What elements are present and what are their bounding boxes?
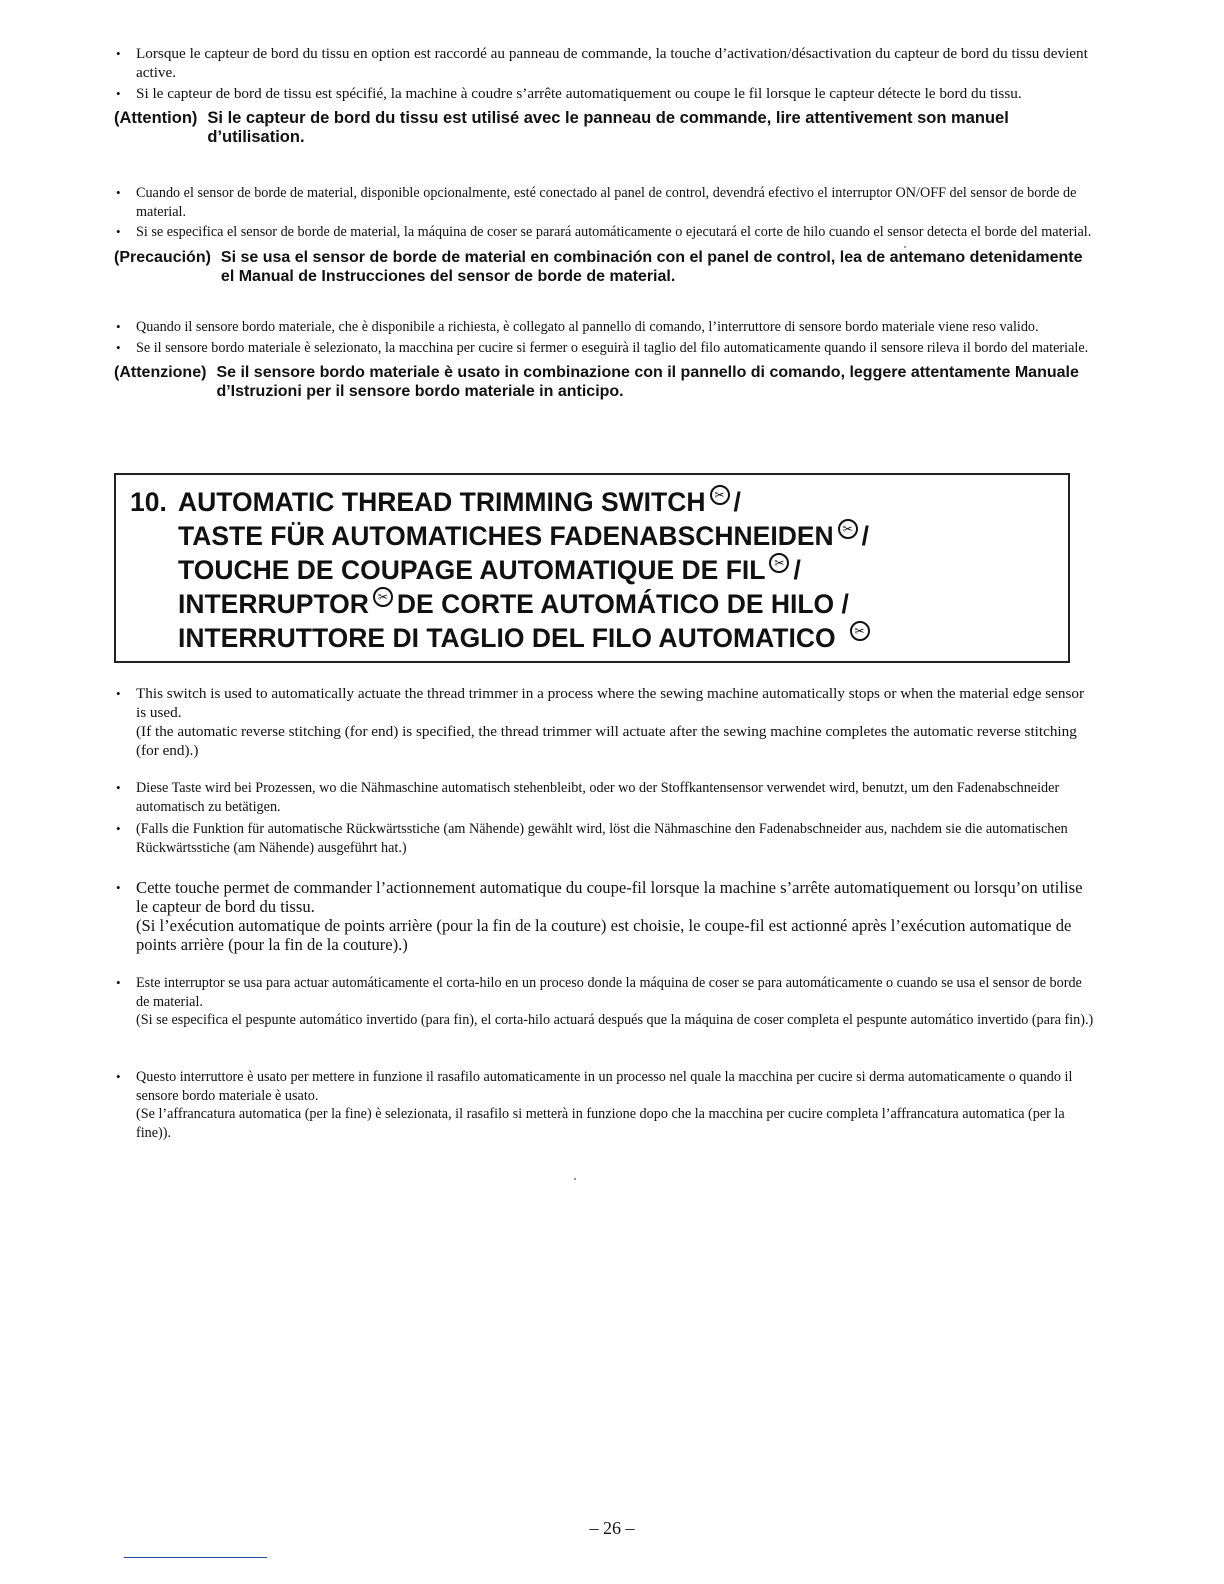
note-text: Si le capteur de bord du tissu est utilisé avec le panneau de commande, lire attentivement son manuel d’utilisation. [207,109,1009,146]
list-item: • Lorsque le capteur de bord du tissu en option est raccordé au panneau de commande, la touche d’activation/désactivation du capteur de bord du tissu devient active. [114,44,1094,82]
heading-line-it: INTERRUTTORE DI TAGLIO DEL FILO AUTOMATICO ✂ [130,621,1068,655]
list-item: • This switch is used to automatically actuate the thread trimmer in a process where the sewing machine automatically stops or when the material edge sensor is used. (If the automatic reverse stitching (for end) is specified, the thread trimmer will actuate after the sewing machine completes the automatic reverse stitching (for end).) [114,684,1094,760]
thread-trim-icon: ✂ [769,553,789,573]
it-attention-note [114,363,1094,401]
thread-trim-icon: ✂ [850,621,870,641]
list-item: • Questo interruttore è usato per mettere in funzione il rasafilo automaticamente in un processo nel quale la macchina per cucire si derma automaticamente o quando il sensore bordo materiale è usato. (Se l’affrancatura automatica (per la fine) è selezionata, il rasafilo si metterà in funzione dopo che la macchina per cucire completa l’affrancatura automatica (per la fine)). [114,1068,1094,1142]
list-item: • (Falls die Funktion für automatische Rückwärtsstiche (am Nähende) gewählt wird, löst die Nähmaschine den Fadenabschneider aus, nachdem sie die automatischen Rückwärtsstiche (am Nähende) ausgeführt hat.) [114,820,1094,857]
fr-edge-sensor-section [114,44,1094,147]
note-text: Si se usa el sensor de borde de material en combinación con el panel de control, lea de antemano detenidamente el Manual de Instrucciones del sensor de borde de material. [220,248,1083,285]
list-item: • Este interruptor se usa para actuar automáticamente el corta-hilo en un proceso donde la máquina de coser se para automáticamente o cuando se usa el sensor de borde de material. (Si se especifica el pespunte automático invertido (para fin), el corta-hilo actuará después que la máquina de coser completa el pespunte automático invertido (para fin).) [114,974,1094,1030]
section-heading [114,473,1070,663]
thread-trim-icon: ✂ [838,519,858,539]
scan-speck [904,246,906,248]
heading-line-fr: TOUCHE DE COUPAGE AUTOMATIQUE DE FIL ✂ / [178,555,801,585]
note-label: (Attention) [114,109,198,127]
en-description [114,684,1094,762]
es-caution-note [114,248,1094,286]
de-description [114,779,1094,859]
thread-trim-icon: ✂ [373,587,393,607]
fr-description [114,878,1094,956]
heading-line-en: 10. AUTOMATIC THREAD TRIMMING SWITCH ✂ / [130,487,741,517]
list-item: • Si le capteur de bord de tissu est spécifié, la machine à coudre s’arrête automatiquement ou coupe le fil lorsque le capteur détecte le bord du tissu. [114,84,1094,103]
es-edge-sensor-section [114,184,1094,286]
scan-speck [574,1178,576,1180]
fr-attention-note [114,109,1094,147]
list-item: • Cette touche permet de commander l’actionnement automatique du coupe-fil lorsque la machine s’arrête automatiquement ou lorsqu’on utilise le capteur de bord du tissu. (Si l’exécution automatique de points arrière (pour la fin de la couture) est choisie, le coupe-fil est actionné après l’exécution automatique de points arrière (pour la fin de la couture).) [114,878,1094,954]
list-item: • Se il sensore bordo materiale è selezionato, la macchina per cucire si fermer o eseguirà il taglio del filo automaticamente quando il sensore rileva il bordo del materiale. [114,339,1094,358]
list-item: • Quando il sensore bordo materiale, che è disponibile a richiesta, è collegato al pannello di comando, l’interruttore di sensore bordo materiale viene reso valido. [114,318,1094,337]
note-label: (Precaución) [114,248,211,266]
heading-line-de: TASTE FÜR AUTOMATICHES FADENABSCHNEIDEN ✂ / [178,521,870,551]
thread-trim-icon: ✂ [710,485,730,505]
section-number: 10. [130,487,167,517]
heading-line-es: INTERRUPTOR ✂ DE CORTE AUTOMÁTICO DE HILO / [178,589,849,619]
footer-rule [124,1557,267,1558]
es-description [114,974,1094,1032]
it-edge-sensor-section [114,318,1094,401]
it-description [114,1068,1094,1144]
list-item: • Si se especifica el sensor de borde de material, la máquina de coser se parará automáticamente o ejecutará el corte de hilo cuando el sensor detecta el borde del material. [114,223,1094,242]
page-number: – 26 – [589,1518,635,1538]
note-label: (Attenzione) [114,364,207,381]
note-text: Se il sensore bordo materiale è usato in combinazione con il pannello di comando, leggere attentamente Manuale d’Istruzioni per il sensore bordo materiale in anticipo. [216,364,1079,400]
list-item: • Diese Taste wird bei Prozessen, wo die Nähmaschine automatisch stehenbleibt, oder wo der Stoffkantensensor verwendet wird, benutzt, um den Fadenabschneider automatisch zu betätigen. [114,779,1094,816]
list-item: • Cuando el sensor de borde de material, disponible opcionalmente, esté conectado al panel de control, devendrá efectivo el interruptor ON/OFF del sensor de borde de material. [114,184,1094,221]
